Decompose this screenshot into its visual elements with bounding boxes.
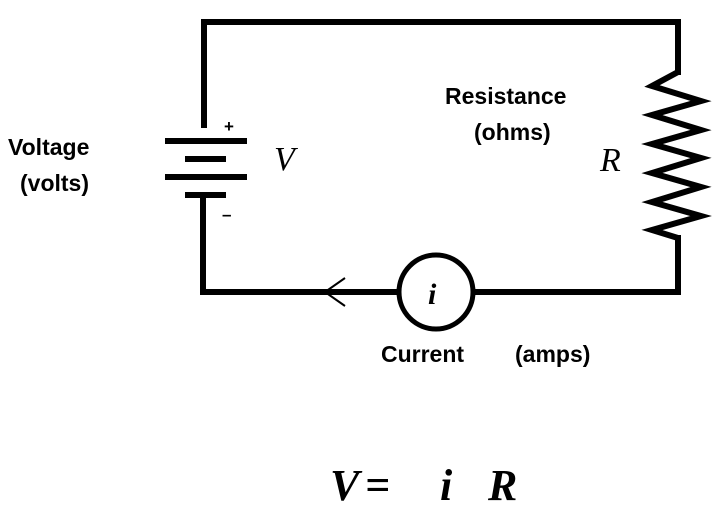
current-unit-label: (amps) [515, 341, 591, 367]
resistance-unit-label: (ohms) [474, 119, 551, 145]
positive-terminal-sign: + [224, 117, 234, 136]
equation-equals: = [365, 461, 391, 510]
equation-voltage: V [330, 461, 360, 510]
resistor-icon [652, 72, 701, 238]
current-symbol: i [428, 278, 437, 311]
voltage-symbol: V [274, 141, 295, 178]
voltage-label: Voltage [8, 134, 90, 160]
resistance-symbol: R [600, 142, 621, 179]
voltage-unit-label: (volts) [20, 170, 89, 196]
battery-icon [165, 141, 247, 195]
resistance-label: Resistance [445, 83, 567, 109]
equation-resistance: R [488, 461, 518, 510]
negative-terminal-sign: – [222, 205, 232, 224]
current-label: Current [381, 341, 465, 367]
equation-current: i [440, 461, 453, 510]
ohms-law-equation [330, 461, 517, 510]
